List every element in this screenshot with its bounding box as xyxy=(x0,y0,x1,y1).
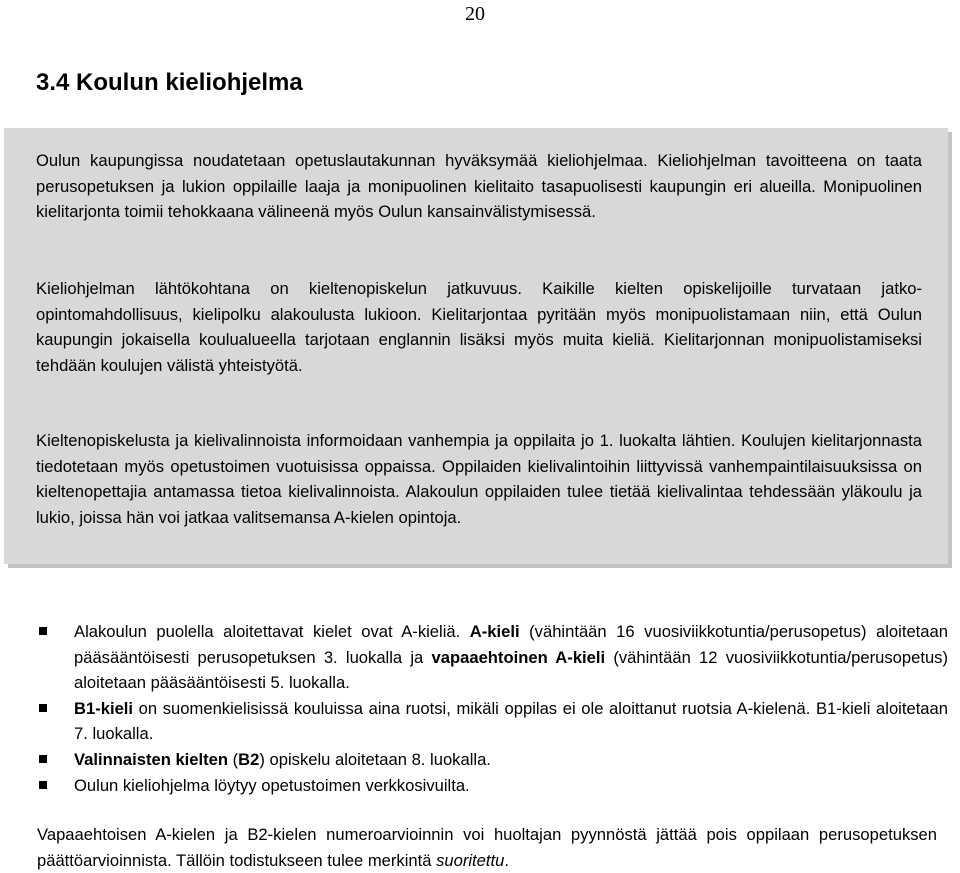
list-item: Oulun kieliohjelma löytyy opetustoimen verkkosivuilta. xyxy=(0,773,960,799)
square-bullet-icon xyxy=(39,781,47,789)
list-item: Alakoulun puolella aloitettavat kielet ovat A-kieliä. A-kieli (vähintään 16 vuosiviikkotuntia/perusopetus) aloitetaan pääsääntöisesti perusopetuksen 3. luokalla ja vapaaehtoinen A-kieli (vähintään 12 vuosiviikkotuntia/perusopetus) aloitetaan pääsääntöisesti 5. luokalla. xyxy=(0,619,960,696)
box-paragraph-1: Oulun kaupungissa noudatetaan opetuslautakunnan hyväksymää kieliohjelmaa. Kieliohjelman tavoitteena on taata perusopetuksen ja lukion oppilaille laaja ja monipuolinen kielitaito tasapuolisesti kaupungin eri alueilla. Monipuolinen kielitarjonta toimii tehokkaana välineenä myös Oulun kansainvälistymisessä. xyxy=(36,151,922,222)
square-bullet-icon xyxy=(39,704,47,712)
list-item: Valinnaisten kielten (B2) opiskelu aloitetaan 8. luokalla. xyxy=(0,747,960,773)
box-paragraph-3: Kieltenopiskelusta ja kielivalinnoista informoidaan vanhempia ja oppilaita jo 1. luokalta lähtien. Koulujen kielitarjonnasta tiedotetaan myös opetustoimen vuotuisissa oppaissa. Oppilaiden kielivalintoihin liittyvissä vanhempaintilaisuuksissa on kieltenopettajia antamassa tietoa kielivalinnoista. Alakoulun oppilaiden tulee tietää kielivalintaa tehdessään yläkoulu ja lukio, joissa hän voi jatkaa valitsemansa A-kielen opintoja. xyxy=(36,431,922,527)
shaded-info-box xyxy=(4,128,948,564)
list-item: B1-kieli on suomenkielisissä kouluissa aina ruotsi, mikäli oppilas ei ole aloittanut ruotsia A-kielenä. B1-kieli aloitetaan 7. luokalla. xyxy=(0,696,960,747)
square-bullet-icon xyxy=(39,755,47,763)
square-bullet-icon xyxy=(39,627,47,635)
box-paragraph-2: Kieliohjelman lähtökohtana on kieltenopiskelun jatkuvuus. Kaikille kielten opiskelijoille turvataan jatko-opintomahdollisuus, kielipolku alakoulusta lukioon. Kielitarjontaa pyritään myös monipuolistamaan niin, että Oulun kaupungin jokaisella koulualueella tarjotaan englannin lisäksi myös muita kieliä. Kielitarjonnan monipuolistamiseksi tehdään koulujen välistä yhteistyötä. xyxy=(36,279,922,375)
closing-paragraph: Vapaaehtoisen A-kielen ja B2-kielen numeroarvioinnin voi huoltajan pyynnöstä jättää pois oppilaan perusopetuksen päättöarvioinnista. Tällöin todistukseen tulee merkintä suoritettu. xyxy=(37,825,937,870)
section-title: 3.4 Koulun kieliohjelma xyxy=(36,69,303,96)
bullet-list xyxy=(0,619,960,798)
page-number: 20 xyxy=(465,3,485,25)
